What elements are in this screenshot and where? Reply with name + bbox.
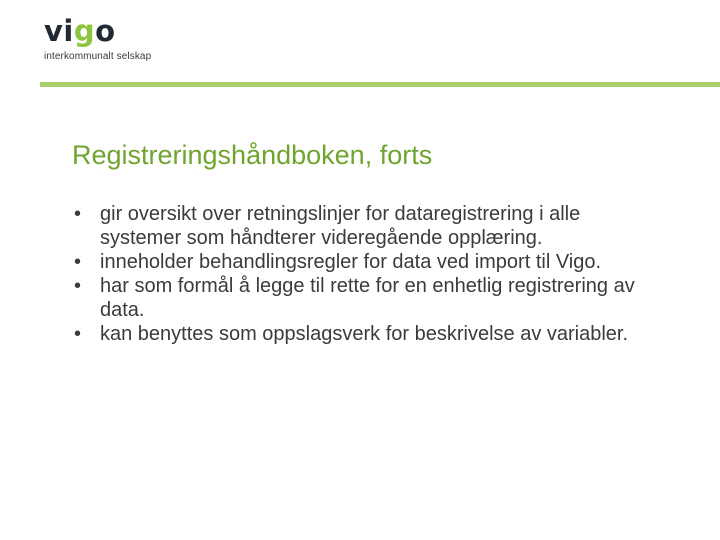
bullet-item-4	[72, 322, 662, 346]
slide-title: Registreringshåndboken, forts	[72, 140, 433, 170]
bullet-text: inneholder behandlingsregler for data ved import til Vigo.	[100, 251, 602, 273]
logo-word-start: vi	[44, 14, 74, 48]
bullet-item-3	[72, 274, 662, 322]
bullet-text: gir oversikt over retningslinjer for dataregistrering i alle systemer som håndterer videregående opplæring.	[100, 203, 581, 249]
bullet-marker: •	[74, 275, 82, 297]
bullet-marker: •	[74, 323, 82, 345]
logo-word-accent: g	[73, 14, 96, 48]
logo-word-end: o	[95, 14, 116, 48]
bullet-list	[72, 202, 662, 346]
bullet-item-1	[72, 202, 662, 250]
logo-wordmark	[44, 14, 151, 48]
bullet-text: har som formål å legge til rette for en enhetlig registrering av data.	[100, 275, 635, 321]
bullet-marker: •	[74, 251, 82, 273]
vigo-logo	[44, 14, 151, 62]
header-divider	[40, 82, 720, 87]
logo-subtitle: interkommunalt selskap	[44, 51, 152, 62]
bullet-marker: •	[74, 203, 82, 225]
bullet-item-2	[72, 250, 662, 274]
bullet-text: kan benyttes som oppslagsverk for beskrivelse av variabler.	[100, 323, 629, 345]
